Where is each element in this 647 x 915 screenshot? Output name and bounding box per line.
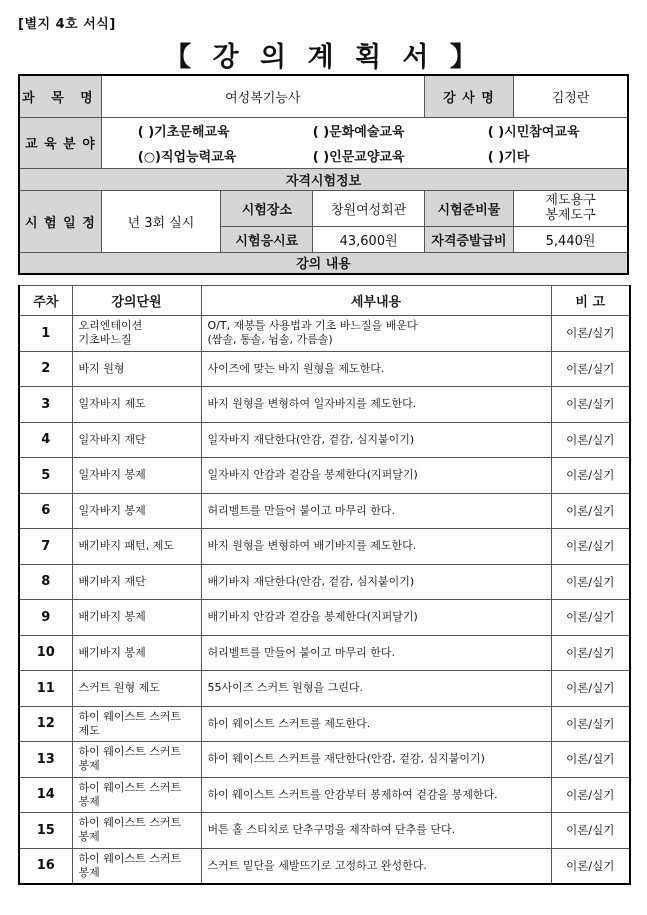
- lecture-schedule-table: [18, 285, 631, 885]
- table-row: [19, 458, 630, 494]
- week-cell: 16: [19, 848, 72, 884]
- option-culture-arts: ( )문화예술교육: [312, 124, 405, 140]
- option-civic-participation: ( )시민참여교육: [487, 124, 580, 140]
- week-cell: 4: [19, 422, 72, 458]
- table-row: [19, 422, 630, 458]
- detail-cell: 바지 원형을 변형하여 배기바지를 제도한다.: [201, 529, 551, 565]
- week-cell: 10: [19, 635, 72, 671]
- form-label: [별지 4호 서식]: [18, 17, 116, 32]
- table-row: [19, 493, 630, 529]
- header-detail: 세부내용: [201, 286, 551, 316]
- note-cell: 이론/실기: [551, 813, 630, 849]
- note-cell: 이론/실기: [551, 742, 630, 778]
- week-cell: 2: [19, 351, 72, 387]
- unit-cell: 하이 웨이스트 스커트 봉제: [72, 813, 201, 849]
- note-cell: 이론/실기: [551, 387, 630, 423]
- week-cell: 1: [19, 316, 72, 352]
- week-cell: 8: [19, 564, 72, 600]
- detail-cell: 스커트 밑단을 세발뜨기로 고정하고 완성한다.: [201, 848, 551, 884]
- option-humanities: ( )인문교양교육: [312, 149, 405, 165]
- unit-cell: 배기바지 재단: [72, 564, 201, 600]
- option-other: ( )기타: [487, 149, 530, 165]
- week-cell: 13: [19, 742, 72, 778]
- table-row: [19, 316, 630, 352]
- header-unit: 강의단원: [72, 286, 201, 316]
- table-row: [19, 529, 630, 565]
- detail-cell: 바지 원형을 변형하여 일자바지를 제도한다.: [201, 387, 551, 423]
- detail-cell: 하이 웨이스트 스커트를 재단한다(안감, 겉감, 심지붙이기): [201, 742, 551, 778]
- note-cell: 이론/실기: [551, 600, 630, 636]
- unit-cell: 바지 원형: [72, 351, 201, 387]
- education-field-options: [101, 117, 628, 168]
- table-row: [19, 351, 630, 387]
- unit-cell: 배기바지 패턴, 제도: [72, 529, 201, 565]
- note-cell: 이론/실기: [551, 458, 630, 494]
- week-cell: 15: [19, 813, 72, 849]
- page-title: 【 강 의 계 획 서 】: [164, 42, 483, 73]
- unit-cell: 하이 웨이스트 스커트 봉제: [72, 742, 201, 778]
- detail-cell: 배기바지 안감과 겉감을 봉제한다(지퍼달기): [201, 600, 551, 636]
- table-row: [19, 742, 630, 778]
- table-row: [19, 387, 630, 423]
- subject-label: 과 목 명: [19, 75, 101, 117]
- unit-cell: 일자바지 재단: [72, 422, 201, 458]
- table-row: [19, 848, 630, 884]
- materials-line-1: 제도용구: [545, 193, 596, 208]
- unit-cell: 스커트 원형 제도: [72, 671, 201, 707]
- week-cell: 5: [19, 458, 72, 494]
- detail-cell: 배기바지 재단한다(안감, 겉감, 심지붙이기): [201, 564, 551, 600]
- unit-cell: 일자바지 봉제: [72, 493, 201, 529]
- week-cell: 12: [19, 706, 72, 742]
- detail-cell: 하이 웨이스트 스커트를 안감부터 봉제하여 겉감을 봉제한다.: [201, 777, 551, 813]
- exam-schedule-label: 시 험 일 정: [19, 190, 101, 252]
- exam-fee-value: 43,600원: [313, 226, 424, 252]
- week-cell: 3: [19, 387, 72, 423]
- week-cell: 14: [19, 777, 72, 813]
- detail-cell: 일자바지 재단한다(안감, 겉감, 심지붙이기): [201, 422, 551, 458]
- exam-place-label: 시험장소: [221, 190, 313, 226]
- week-cell: 11: [19, 671, 72, 707]
- note-cell: 이론/실기: [551, 316, 630, 352]
- unit-cell: 오리엔테이션 기초바느질: [72, 316, 201, 352]
- subject-value: 여성복기능사: [101, 75, 424, 117]
- table-row: [19, 813, 630, 849]
- week-cell: 9: [19, 600, 72, 636]
- note-cell: 이론/실기: [551, 564, 630, 600]
- materials-line-2: 봉제도구: [545, 208, 596, 223]
- detail-cell: 허리벨트를 만들어 붙이고 마무리 한다.: [201, 493, 551, 529]
- note-cell: 이론/실기: [551, 351, 630, 387]
- header-week: 주차: [19, 286, 72, 316]
- note-cell: 이론/실기: [551, 635, 630, 671]
- note-cell: 이론/실기: [551, 848, 630, 884]
- exam-materials-value: [514, 190, 628, 226]
- detail-cell: 55사이즈 스커트 원형을 그린다.: [201, 671, 551, 707]
- week-cell: 7: [19, 529, 72, 565]
- lecture-section-title: 강의 내용: [19, 252, 628, 274]
- schedule-header-row: [19, 286, 630, 316]
- note-cell: 이론/실기: [551, 529, 630, 565]
- detail-cell: 하이 웨이스트 스커트를 제도한다.: [201, 706, 551, 742]
- unit-cell: 일자바지 제도: [72, 387, 201, 423]
- table-row: [19, 671, 630, 707]
- table-row: [19, 706, 630, 742]
- table-row: [19, 635, 630, 671]
- table-row: [19, 564, 630, 600]
- detail-cell: 사이즈에 맞는 바지 원형을 제도한다.: [201, 351, 551, 387]
- note-cell: 이론/실기: [551, 493, 630, 529]
- option-basic-literacy: ( )기초문해교육: [137, 124, 230, 140]
- note-cell: 이론/실기: [551, 422, 630, 458]
- option-vocational: (○)직업능력교육: [137, 149, 237, 165]
- instructor-label: 강 사 명: [424, 75, 513, 117]
- exam-info-section-title: 자격시험정보: [19, 168, 628, 190]
- table-row: [19, 777, 630, 813]
- detail-cell: 일자바지 안감과 겉감을 봉제한다(지퍼달기): [201, 458, 551, 494]
- exam-schedule-value: 년 3회 실시: [101, 190, 220, 252]
- unit-cell: 일자바지 봉제: [72, 458, 201, 494]
- detail-cell: 버튼 홀 스티치로 단추구멍을 제작하여 단추를 단다.: [201, 813, 551, 849]
- header-note: 비 고: [551, 286, 630, 316]
- unit-cell: 배기바지 봉제: [72, 635, 201, 671]
- cert-fee-value: 5,440원: [514, 226, 628, 252]
- exam-fee-label: 시험응시료: [221, 226, 313, 252]
- note-cell: 이론/실기: [551, 706, 630, 742]
- cert-fee-label: 자격증발급비: [424, 226, 513, 252]
- note-cell: 이론/실기: [551, 671, 630, 707]
- unit-cell: 하이 웨이스트 스커트 봉제: [72, 777, 201, 813]
- unit-cell: 하이 웨이스트 스커트 제도: [72, 706, 201, 742]
- exam-materials-label: 시험준비물: [424, 190, 513, 226]
- instructor-value: 김정란: [514, 75, 628, 117]
- course-info-table: [18, 74, 629, 275]
- education-field-label: 교 육 분 야: [19, 117, 101, 168]
- note-cell: 이론/실기: [551, 777, 630, 813]
- exam-place-value: 창원여성회관: [313, 190, 424, 226]
- detail-cell: O/T, 재봉틀 사용법과 기초 바느질을 배운다 (쌈솔, 통솔, 뉨솔, 가름솔): [201, 316, 551, 352]
- unit-cell: 하이 웨이스트 스커트 봉제: [72, 848, 201, 884]
- week-cell: 6: [19, 493, 72, 529]
- table-row: [19, 600, 630, 636]
- detail-cell: 허리벨트를 만들어 붙이고 마무리 한다.: [201, 635, 551, 671]
- unit-cell: 배기바지 봉제: [72, 600, 201, 636]
